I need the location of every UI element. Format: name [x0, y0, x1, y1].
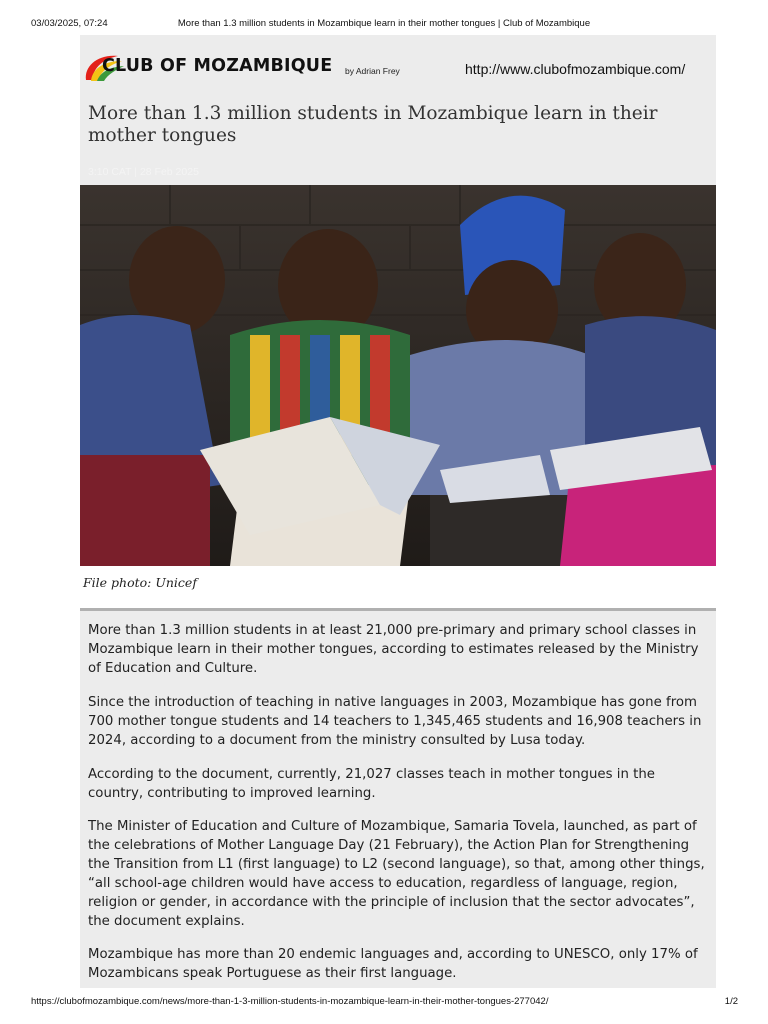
article-header [80, 35, 716, 185]
site-logo[interactable] [82, 50, 412, 84]
logo-text: CLUB OF MOZAMBIQUE [102, 56, 333, 76]
article-dateline: 3:10 CAT | 28 Feb 2025 [88, 166, 199, 178]
print-footer-url[interactable]: https://clubofmozambique.com/news/more-than-1-3-million-students-in-mozambique-learn-in-their-mother-tongues-277042/ [31, 996, 549, 1007]
page-number: 1/2 [724, 996, 738, 1007]
logo-byline: by Adrian Frey [345, 66, 400, 76]
article-body [80, 611, 716, 988]
article-paragraph: Since the introduction of teaching in native languages in 2003, Mozambique has gone from 700 mother tongue students and 14 teachers to 1,345,465 students and 16,908 teachers in 2024, according to a document from the ministry consulted by Lusa today. [88, 695, 702, 748]
article-paragraph: According to the document, currently, 21,027 classes teach in mother tongues in the country, contributing to improved learning. [88, 767, 655, 801]
article-photo [80, 185, 716, 566]
print-doc-title: More than 1.3 million students in Mozambique learn in their mother tongues | Club of Mozambique [177, 18, 591, 29]
article-page [80, 35, 716, 988]
article-paragraph: More than 1.3 million students in at least 21,000 pre-primary and primary school classes in Mozambique learn in their mother tongues, according to estimates released by the Ministry of Education and Culture. [88, 623, 699, 676]
print-header [0, 0, 768, 34]
print-footer [0, 994, 768, 1024]
article-headline: More than 1.3 million students in Mozambique learn in their mother tongues [88, 103, 658, 146]
site-url-link[interactable]: http://www.clubofmozambique.com/ [465, 61, 686, 77]
article-paragraph: Mozambique has more than 20 endemic languages and, according to UNESCO, only 17% of Mozambicans speak Portuguese as their first language. [88, 947, 698, 981]
photo-caption: File photo: Unicef [83, 575, 197, 590]
article-paragraph: The Minister of Education and Culture of Mozambique, Samaria Tovela, launched, as part of the celebrations of Mother Language Day (21 February), the Action Plan for Strengthening the Transition from L1 (first language) to L2 (second language), so that, among other things, “all school-age children would have access to education, regardless of language, region, religion or gender, in accordance with the principle of inclusion that the sector advocates”, the document explains. [88, 819, 705, 929]
print-datetime: 03/03/2025, 07:24 [31, 18, 108, 29]
children-reading-photo [80, 185, 716, 566]
